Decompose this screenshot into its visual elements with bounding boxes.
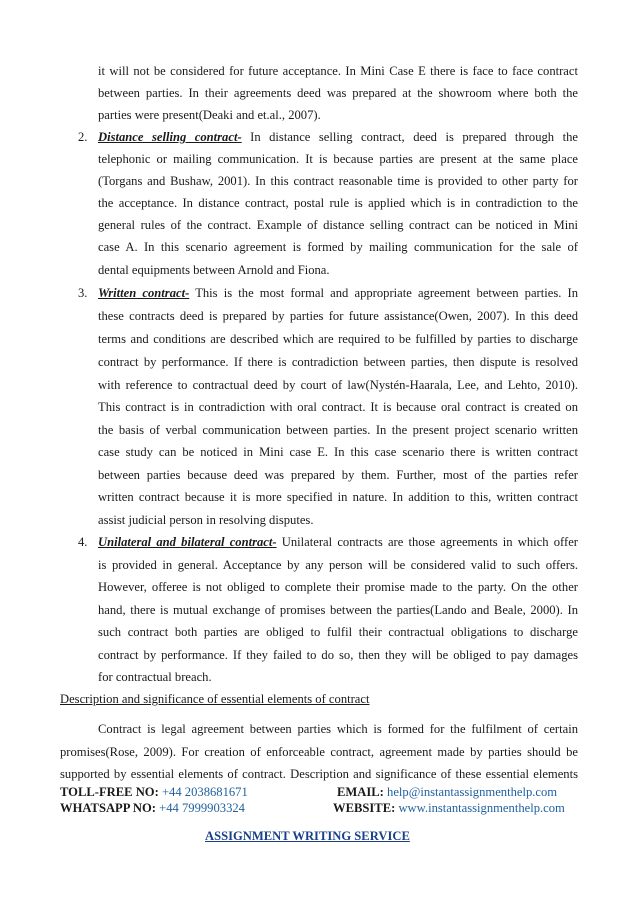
list-item-line: the acceptance. In distance contract, postal rule is applied which is in contradiction to the	[98, 196, 578, 210]
toll-free-label: TOLL-FREE NO:	[60, 785, 159, 799]
continuation-line: parties were present(Deaki and et.al., 2007).	[98, 108, 321, 122]
list-item-line: for contractual breach.	[98, 670, 212, 684]
item-first-line-text: In distance selling contract, deed is prepared through the	[241, 130, 578, 144]
whatsapp-label: WHATSAPP NO:	[60, 801, 156, 815]
list-item-line: contract by performance. If they failed to do so, then they will be obliged to pay damages	[98, 648, 578, 662]
footer-email	[337, 785, 557, 799]
whatsapp-value: +44 7999903324	[159, 801, 245, 815]
footer-toll-free	[60, 785, 248, 799]
item-first-line-text: Unilateral contracts are those agreements in which offer	[276, 535, 578, 549]
paragraph-line: Contract is legal agreement between parties which is formed for the fulfilment of certain	[98, 722, 578, 736]
list-item-line: between parties because deed was prepared by them. Further, most of the parties refer	[98, 468, 578, 482]
list-item-line: However, offeree is not obliged to complete their promise made to the party. On the other	[98, 580, 578, 594]
paragraph-line: promises(Rose, 2009). For creation of enforceable contract, agreement made by parties should be	[60, 745, 578, 759]
continuation-line: between parties. In their agreements deed was prepared at the showroom where both the	[98, 86, 578, 100]
list-item-line: written contract because it is more specified in nature. In addition to this, written contract	[98, 490, 578, 504]
website-label: WEBSITE:	[333, 801, 396, 815]
list-item-line: case A. In this scenario agreement is formed by mailing communication for the sale of	[98, 240, 578, 254]
list-item-line: the basis of verbal communication between parties. In the present project scenario written	[98, 423, 578, 437]
list-item-line: contract by performance. If there is contradiction between parties, then dispute is resolved	[98, 355, 578, 369]
list-item-line: with reference to contractual deed by court of law(Nystén-Haarala, Lee, and Lehto, 2010).	[98, 378, 578, 392]
paragraph-line: supported by essential elements of contract. Description and significance of these essential elements	[60, 767, 578, 781]
footer-website	[333, 801, 565, 815]
toll-free-value: +44 2038681671	[161, 785, 248, 799]
email-link[interactable]: help@instantassignmenthelp.com	[387, 785, 558, 799]
list-item-line: such contract both parties are obliged to fulfil their contractual obligations to discharge	[98, 625, 578, 639]
list-item-line: (Torgans and Bushaw, 2001). In this contract reasonable time is provided to other party for	[98, 174, 578, 188]
item-term: Distance selling contract-	[98, 130, 242, 144]
service-banner: ASSIGNMENT WRITING SERVICE	[205, 829, 410, 843]
continuation-line: it will not be considered for future acceptance. In Mini Case E there is face to face contract	[98, 64, 578, 78]
list-item-line: telephonic or mailing communication. It is because parties are present at the same place	[98, 152, 578, 166]
list-item-first-line	[98, 130, 578, 144]
list-item-line: case study can be noticed in Mini case E. In this case scenario there is written contract	[98, 445, 578, 459]
list-item-first-line	[98, 286, 578, 300]
list-item-line: is provided in general. Acceptance by any person will be considered valid to such offers.	[98, 558, 578, 572]
list-item-line: This contract is in contradiction with oral contract. It is because oral contract is created on	[98, 400, 578, 414]
list-item-line: general rules of the contract. Example of distance selling contract can be noticed in Mini	[98, 218, 578, 232]
section-heading: Description and significance of essential elements of contract	[60, 692, 370, 706]
website-link[interactable]: www.instantassignmenthelp.com	[398, 801, 565, 815]
list-item-line: dental equipments between Arnold and Fiona.	[98, 263, 330, 277]
list-item-line: these contracts deed is prepared by parties for future assistance(Owen, 2007). In this deed	[98, 309, 578, 323]
item-first-line-text: This is the most formal and appropriate agreement between parties. In	[189, 286, 578, 300]
item-term: Unilateral and bilateral contract-	[98, 535, 277, 549]
list-number: 4.	[78, 535, 88, 549]
footer-whatsapp	[60, 801, 245, 815]
item-term: Written contract-	[98, 286, 190, 300]
list-item-line: assist judicial person in resolving disputes.	[98, 513, 314, 527]
list-item-line: hand, there is mutual exchange of promises between the parties(Lando and Beale, 2000). In	[98, 603, 578, 617]
list-number: 2.	[78, 130, 88, 144]
list-item-line: terms and conditions are described which are required to be fulfilled by parties to discharge	[98, 332, 578, 346]
list-number: 3.	[78, 286, 88, 300]
email-label: EMAIL:	[337, 785, 384, 799]
list-item-first-line	[98, 535, 578, 549]
